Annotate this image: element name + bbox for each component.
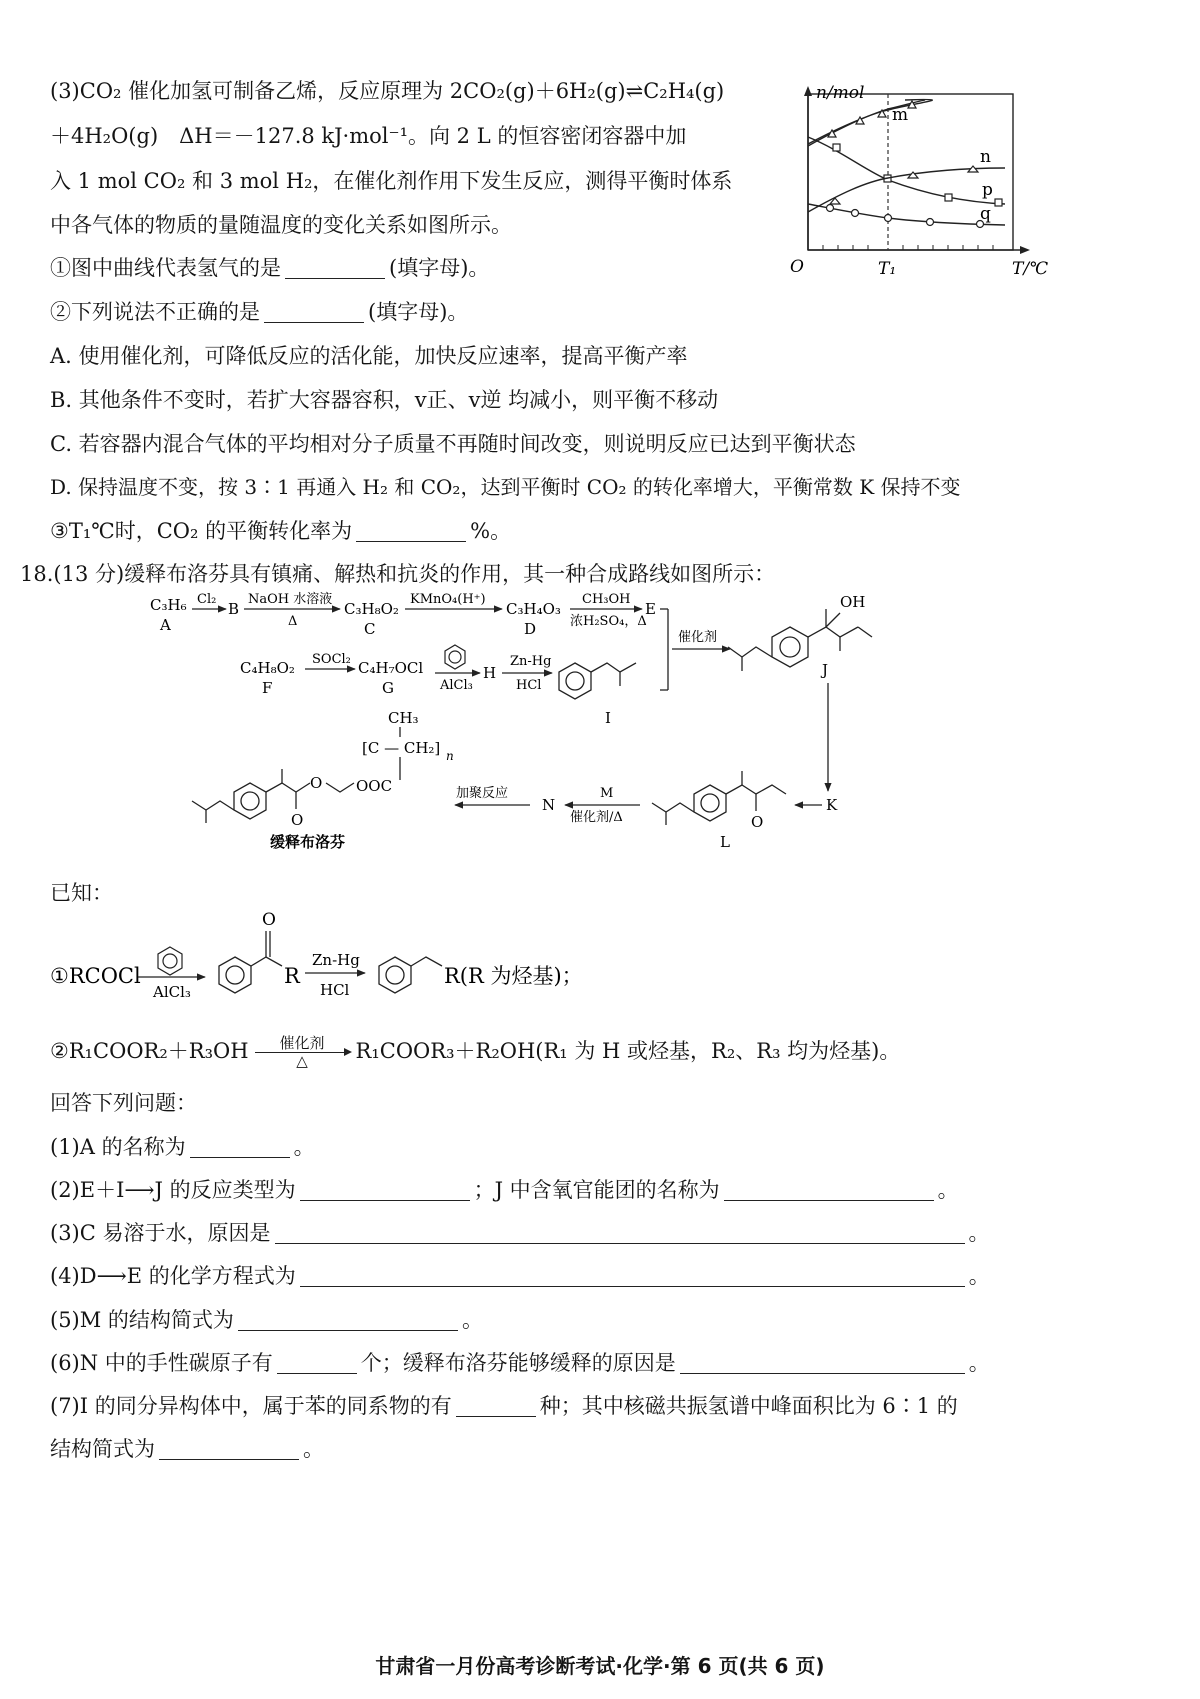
known1-o: O	[262, 910, 276, 930]
scheme-socl2: SOCl₂	[312, 652, 351, 667]
q18-q2	[50, 1175, 959, 1205]
q18-q6-text-a: (6)N 中的手性碳原子有	[50, 1351, 273, 1375]
answer-blank[interactable]	[356, 517, 466, 542]
q17-intro-line-3: 入 1 mol CO₂ 和 3 mol H₂，在催化剂作用下发生反应，测得平衡时体系	[50, 169, 733, 193]
structure-l	[652, 771, 786, 825]
j-oh: OH	[840, 593, 866, 611]
known1-hcl: HCl	[320, 981, 350, 999]
period: 。	[303, 1437, 324, 1461]
known-reaction-1	[50, 905, 810, 1025]
answer-blank[interactable]	[275, 1219, 965, 1244]
known1-r-1: R	[284, 964, 300, 988]
q18-q1-text: (1)A 的名称为	[50, 1135, 186, 1159]
scheme-delta-1: Δ	[288, 614, 298, 629]
q17-intro-line-2: ＋4H₂O(g) ΔH＝－127.8 kJ·mol⁻¹。向 2 L 的恒容密闭容器中加	[50, 124, 687, 148]
q17-sub-1-hint: (填字母)。	[389, 256, 490, 280]
period: 。	[937, 1178, 959, 1202]
known1-rcocl: ①RCOCl	[50, 964, 141, 988]
product-ooc: OOC	[356, 777, 393, 795]
structure-product	[192, 769, 354, 823]
answer-blank[interactable]	[190, 1133, 290, 1158]
q17-sub-2	[50, 297, 468, 327]
y-axis-label: n/mol	[816, 83, 865, 103]
q18-q4-text: (4)D⟶E 的化学方程式为	[50, 1264, 296, 1288]
series-n-label: n	[980, 147, 991, 167]
q18-q5	[50, 1305, 483, 1335]
q18-q7	[50, 1391, 958, 1421]
series-q-curve	[808, 204, 1005, 225]
q17-sub-1	[50, 253, 489, 283]
benzene-reagent	[445, 645, 465, 669]
period: 。	[968, 1351, 990, 1375]
scheme-m: M	[600, 786, 614, 801]
known1-r-tail: R(R 为烃基)；	[444, 964, 583, 988]
answer-blank[interactable]	[456, 1392, 536, 1417]
q17-sub-3-unit: %。	[470, 519, 512, 543]
answer-intro: 回答下列问题：	[50, 1091, 197, 1115]
known2-right: R₁COOR₃＋R₂OH(R₁ 为 H 或烃基，R₂、R₃ 均为烃基)。	[355, 1039, 901, 1063]
scheme-alcl3-1: AlCl₃	[440, 678, 473, 693]
scheme-c4h8o2: C₄H₈O₂	[240, 659, 295, 677]
scheme-e: E	[645, 600, 656, 618]
scheme-znhg-1: Zn-Hg	[510, 654, 552, 669]
scheme-c3h8o2: C₃H₈O₂	[344, 600, 399, 618]
series-p-curve	[808, 168, 1005, 212]
scheme-naoh: NaOH 水溶液	[248, 592, 333, 607]
series-q-label: q	[980, 204, 991, 224]
known1-znhg: Zn-Hg	[312, 951, 360, 969]
q17-sub-1-text: ①图中曲线代表氢气的是	[50, 256, 281, 280]
period: 。	[293, 1135, 315, 1159]
q18-q7-text-a: (7)I 的同分异构体中，属于苯的同系物的有	[50, 1394, 452, 1418]
q18-title: 18.(13 分)缓释布洛芬具有镇痛、解热和抗炎的作用，其一种合成路线如图所示：	[20, 562, 776, 586]
scheme-hcl-1: HCl	[516, 678, 542, 693]
l-ester-o: O	[751, 813, 764, 831]
q17-sub-3-text: ③T₁℃时，CO₂ 的平衡转化率为	[50, 519, 353, 543]
q17-sub-2-text: ②下列说法不正确的是	[50, 300, 260, 324]
scheme-h2so4: 浓H₂SO₄，Δ	[570, 614, 647, 629]
period: 。	[968, 1264, 990, 1288]
option-c: C. 若容器内混合气体的平均相对分子质量不再随时间改变，则说明反应已达到平衡状态	[50, 432, 856, 456]
q18-q1	[50, 1132, 315, 1162]
scheme-a: A	[160, 616, 171, 634]
known-label: 已知：	[50, 881, 113, 905]
q18-q3-text: (3)C 易溶于水，原因是	[50, 1221, 271, 1245]
known2-arrow	[255, 1035, 350, 1070]
product-o-2: O	[291, 811, 304, 829]
scheme-k: K	[826, 796, 838, 814]
period: 。	[968, 1221, 990, 1245]
answer-blank[interactable]	[300, 1176, 470, 1201]
series-m-label: m	[892, 105, 909, 125]
answer-blank[interactable]	[277, 1349, 357, 1374]
scheme-c: C	[364, 620, 376, 638]
q17-sub-2-hint: (填字母)。	[368, 300, 469, 324]
period: 。	[461, 1308, 483, 1332]
answer-blank[interactable]	[238, 1306, 458, 1331]
answer-blank[interactable]	[285, 254, 385, 279]
q17-sub-3	[50, 516, 511, 546]
scheme-addpoly: 加聚反应	[456, 786, 509, 801]
answer-blank[interactable]	[300, 1262, 965, 1287]
structure-j	[728, 609, 872, 671]
poly-n: n	[446, 749, 454, 763]
q18-q7-text-c: 结构简式为	[50, 1437, 155, 1461]
scheme-catalyst-1: 催化剂	[678, 630, 718, 645]
poly-main: [C — CH₂]	[362, 739, 441, 757]
option-d: D. 保持温度不变，按 3∶1 再通入 H₂ 和 CO₂，达到平衡时 CO₂ 的转化率增大，平衡常数 K 保持不变	[50, 475, 961, 499]
x-axis-arrow	[1020, 246, 1030, 254]
series-n-markers	[833, 144, 1002, 206]
scheme-i: I	[605, 709, 611, 727]
scheme-kmno4: KMnO₄(H⁺)	[410, 592, 486, 607]
scheme-b: B	[228, 600, 240, 618]
answer-blank[interactable]	[680, 1349, 965, 1374]
answer-blank[interactable]	[724, 1176, 934, 1201]
q18-q7-text-b: 种；其中核磁共振氢谱中峰面积比为 6∶1 的	[539, 1394, 958, 1418]
scheme-n: N	[542, 796, 556, 814]
synthesis-scheme	[150, 585, 1050, 885]
q17-intro-line-1: (3)CO₂ 催化加氢可制备乙烯，反应原理为 2CO₂(g)＋6H₂(g)⇌C₂H₄(g)	[50, 79, 725, 103]
q17-intro-line-4: 中各气体的物质的量随温度的变化关系如图所示。	[50, 213, 512, 237]
known1-benzene-reagent	[158, 947, 182, 975]
scheme-h: H	[483, 664, 497, 682]
option-b: B. 其他条件不变时，若扩大容器容积，v正、v逆 均减小，则平衡不移动	[50, 388, 719, 412]
option-a: A. 使用催化剂，可降低反应的活化能，加快反应速率，提高平衡产率	[50, 344, 688, 368]
scheme-c4h7ocl: C₄H₇OCl	[358, 659, 424, 677]
q18-q4	[50, 1261, 990, 1291]
product-o-1: O	[310, 774, 323, 792]
scheme-g: G	[382, 679, 394, 697]
q18-q3	[50, 1218, 990, 1248]
known2-left: ②R₁COOR₂＋R₃OH	[50, 1039, 249, 1063]
scheme-j: J	[822, 661, 829, 679]
scheme-d: D	[524, 620, 537, 638]
known2-bottom: △	[296, 1052, 308, 1070]
page-footer: 甘肃省一月份高考诊断考试·化学·第 6 页(共 6 页)	[375, 1654, 825, 1678]
q18-q2-text-b: ；J 中含氧官能团的名称为	[473, 1178, 720, 1202]
answer-blank[interactable]	[264, 298, 364, 323]
q18-q2-text-a: (2)E＋I⟶J 的反应类型为	[50, 1178, 296, 1202]
scheme-cat-heat: 催化剂/Δ	[570, 810, 623, 825]
poly-ch3: CH₃	[388, 709, 419, 727]
structure-i	[559, 663, 636, 699]
q18-q7-cont	[50, 1434, 324, 1464]
series-p-label: p	[982, 180, 993, 200]
scheme-l: L	[720, 833, 730, 851]
known1-alkyl-benzene	[379, 957, 442, 993]
scheme-cl2: Cl₂	[197, 592, 217, 607]
known1-alcl3: AlCl₃	[153, 983, 191, 1001]
origin-label: O	[790, 257, 804, 277]
known1-ketone	[219, 931, 282, 993]
equilibrium-chart	[790, 82, 1060, 282]
product-name: 缓释布洛芬	[270, 833, 346, 851]
scheme-f: F	[262, 679, 273, 697]
scheme-ch3oh: CH₃OH	[582, 592, 631, 607]
answer-blank[interactable]	[159, 1435, 299, 1460]
q18-q6-text-b: 个；缓释布洛芬能够缓释的原因是	[360, 1351, 676, 1375]
scheme-c3h4o3: C₃H₄O₃	[506, 600, 561, 618]
q18-q5-text: (5)M 的结构简式为	[50, 1308, 234, 1332]
q18-q6	[50, 1348, 990, 1378]
known2-top: 催化剂	[279, 1034, 325, 1052]
x-axis-label: T/℃	[1012, 259, 1049, 279]
known-reaction-2	[50, 1035, 900, 1070]
scheme-c3h6: C₃H₆	[150, 596, 187, 614]
t1-label: T₁	[878, 259, 897, 279]
